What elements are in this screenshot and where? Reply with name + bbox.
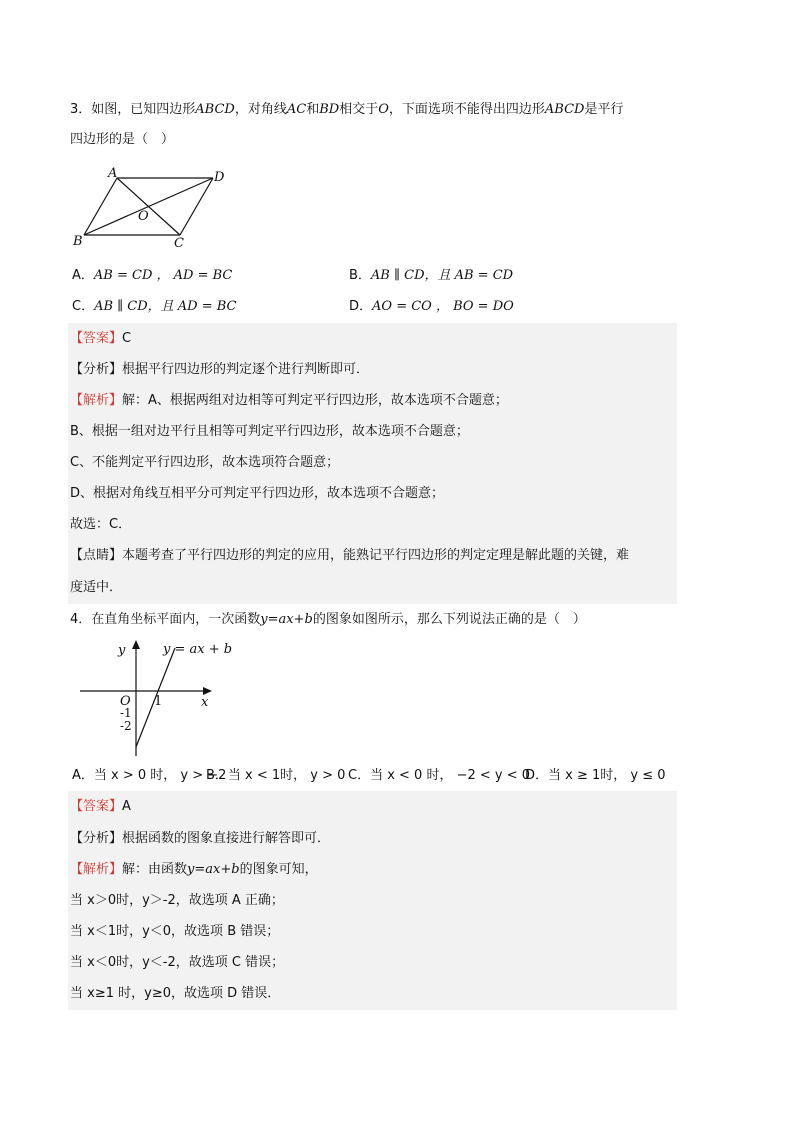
q3-solution-line: C、不能判定平行四边形，故本选项符合题意； <box>70 455 340 470</box>
q4-function: y=ax+b <box>260 612 313 627</box>
q3-var-bd: BD <box>319 102 340 117</box>
vertex-a-label: A <box>108 166 118 181</box>
q3-stem-text: 相交于 <box>339 102 379 117</box>
q4-option-c: C．当 x < 0 时， −2 < y < 0 <box>348 768 531 783</box>
q4-solution-line: 当 x＜0时，y＜-2，故选项 C 错误； <box>70 955 285 970</box>
option-expression: AB ∥ CD，且 AD = BC <box>94 299 237 314</box>
q4-solution-line: 当 x＞0时，y＞-2，故选项 A 正确； <box>70 893 284 908</box>
q3-option-a <box>72 266 232 286</box>
solution-tag: 【解析】 <box>70 393 123 408</box>
q4-function-graph <box>75 636 235 761</box>
q3-var-abcd: ABCD <box>544 102 585 117</box>
answer-value: A <box>122 799 131 814</box>
origin-label: O <box>120 694 131 709</box>
edge-ab <box>84 178 117 235</box>
x-axis-label: x <box>201 695 209 710</box>
analysis-text: 根据平行四边形的判定逐个进行判断即可． <box>122 362 370 377</box>
option-letter: A． <box>72 268 94 283</box>
q3-analysis <box>70 360 369 380</box>
q3-stem-text: 是平行 <box>584 102 624 117</box>
q4-option-a: A．当 x > 0 时， y > −2 <box>72 768 227 783</box>
q3-solution-line: 故选：C． <box>70 517 132 532</box>
y-axis-arrow-icon <box>132 640 140 649</box>
option-letter: B． <box>349 268 371 283</box>
y-axis-label: y <box>118 643 126 658</box>
q4-function: y=ax+b <box>187 862 240 877</box>
q3-stem-line2: 四边形的是（ ） <box>70 132 175 147</box>
vertex-b-label: B <box>73 234 83 249</box>
x-axis-arrow-icon <box>203 687 212 695</box>
q3-option-b <box>349 266 513 286</box>
answer-tag: 【答案】 <box>70 799 123 814</box>
answer-value: C <box>122 331 132 346</box>
vertex-c-label: C <box>174 236 184 251</box>
q3-option-c <box>72 297 237 317</box>
solution-tag: 【解析】 <box>70 862 123 877</box>
q3-var-abcd: ABCD <box>195 102 235 117</box>
comment-text: 本题考查了平行四边形的判定的应用，能熟记平行四边形的判定定理是解此题的关键，难 <box>122 548 630 563</box>
q4-solution-line: 当 x＜1时，y＜0，故选项 B 错误； <box>70 924 280 939</box>
q3-answer <box>70 329 131 349</box>
q3-stem-text: ，对角线 <box>234 102 287 117</box>
q3-var-ac: AC <box>286 102 307 117</box>
function-line-label: y = ax + b <box>163 642 233 657</box>
center-o-label: O <box>138 209 149 224</box>
q4-option-d: D．当 x ≥ 1时， y ≤ 0 <box>525 768 666 783</box>
analysis-tag: 【分析】 <box>70 362 123 377</box>
solution-text: 解：由函数 <box>122 862 188 877</box>
q4-solution-line: 当 x≥1 时，y≥0，故选项 D 错误． <box>70 986 281 1001</box>
q4-answer <box>70 797 131 817</box>
q4-stem-text: 4．在直角坐标平面内，一次函数 <box>70 612 261 627</box>
comment-tag: 【点睛】 <box>70 548 123 563</box>
q3-stem-text: 和 <box>306 102 320 117</box>
q4-stem <box>70 610 586 630</box>
q3-solution-line: D、根据对角线互相平分可判定平行四边形，故本选项不合题意； <box>70 486 445 501</box>
q3-comment-line: 度适中． <box>70 580 123 595</box>
q3-var-o: O <box>378 102 389 117</box>
q4-option-b: B．当 x < 1时， y > 0 <box>206 768 346 783</box>
diagonal-bd <box>84 178 213 235</box>
option-expression: AB ∥ CD，且 AB = CD <box>370 268 514 283</box>
analysis-text: 根据函数的图象直接进行解答即可． <box>122 831 331 846</box>
option-letter: C． <box>72 299 95 314</box>
q4-stem-text: 的图象如图所示，那么下列说法正确的是（ ） <box>312 612 586 627</box>
edge-dc <box>180 178 213 235</box>
q3-stem-text: ，下面选项不能得出四边形 <box>388 102 545 117</box>
q3-solution-line: B、根据一组对边平行且相等可判定平行四边形，故本选项不合题意； <box>70 424 469 439</box>
q3-solution <box>70 391 508 411</box>
q4-analysis <box>70 829 330 849</box>
solution-text: 的图象可知， <box>239 862 318 877</box>
q4-solution <box>70 860 318 880</box>
q3-option-d <box>349 297 514 317</box>
q3-stem-text: 3．如图，已知四边形 <box>70 102 196 117</box>
analysis-tag: 【分析】 <box>70 831 123 846</box>
option-expression: AO = CO ， BO = DO <box>372 299 514 314</box>
solution-text: 解：A、根据两组对边相等可判定平行四边形，故本选项不合题意； <box>122 393 508 408</box>
q3-parallelogram-figure <box>70 165 240 255</box>
tick-1-label: 1 <box>154 694 163 709</box>
q3-comment <box>70 546 629 566</box>
option-letter: D． <box>349 299 373 314</box>
q3-stem-line1 <box>70 100 623 120</box>
option-expression: AB = CD ， AD = BC <box>93 268 233 283</box>
vertex-d-label: D <box>214 170 225 185</box>
tick-minus2-label: -2 <box>120 719 132 733</box>
tick-minus1-label: -1 <box>120 706 132 720</box>
answer-tag: 【答案】 <box>70 331 123 346</box>
